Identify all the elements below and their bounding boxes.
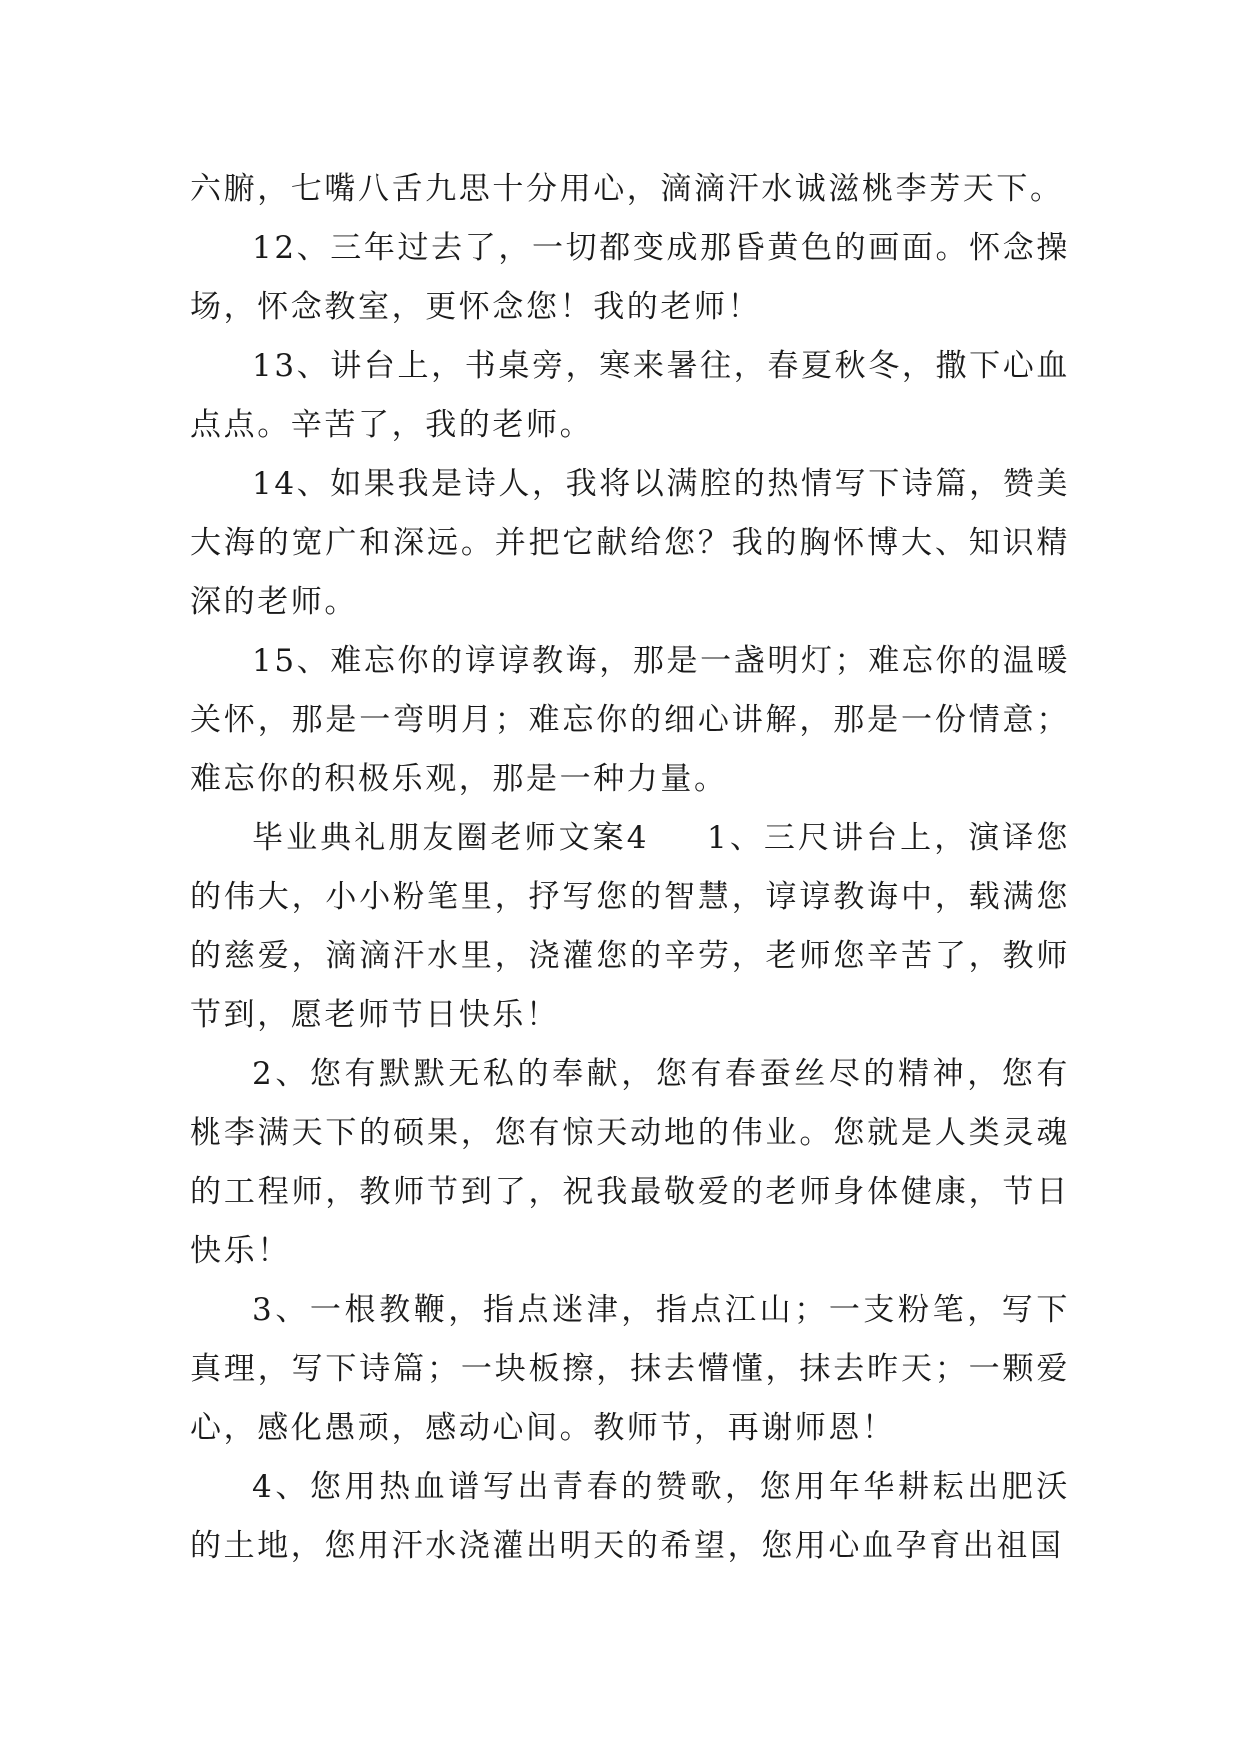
section-paragraph [190,809,1070,1045]
paragraph-item-14: 14、如果我是诗人，我将以满腔的热情写下诗篇，赞美大海的宽广和深远。并把它献给您？我的胸怀博大、知识精深的老师。 [190,466,1070,620]
document-body [190,160,1070,1576]
paragraph-item-12: 12、三年过去了，一切都变成那昏黄色的画面。怀念操场，怀念教室，更怀念您！我的老师！ [190,230,1070,325]
paragraph-continued: 六腑，七嘴八舌九思十分用心，滴滴汗水诚滋桃李芳天下。 [190,171,1064,207]
paragraph-item-13: 13、讲台上，书桌旁，寒来暑往，春夏秋冬，撒下心血点点。辛苦了，我的老师。 [190,348,1070,443]
paragraph-item-2: 2、您有默默无私的奉献，您有春蚕丝尽的精神，您有桃李满天下的硕果，您有惊天动地的伟业。您就是人类灵魂的工程师，教师节到了，祝我最敬爱的老师身体健康，节日快乐！ [190,1056,1070,1269]
paragraph-item-3: 3、一根教鞭，指点迷津，指点江山；一支粉笔，写下真理，写下诗篇；一块板擦，抹去懵懂，抹去昨天；一颗爱心，感化愚顽，感动心间。教师节，再谢师恩！ [190,1292,1070,1446]
paragraph-item-15: 15、难忘你的谆谆教诲，那是一盏明灯；难忘你的温暖关怀，那是一弯明月；难忘你的细心讲解，那是一份情意；难忘你的积极乐观，那是一种力量。 [190,643,1070,797]
section-item-1: 1、三尺讲台上，演译您的伟大，小小粉笔里，抒写您的智慧，谆谆教诲中，载满您的慈爱，滴滴汗水里，浇灌您的辛劳，老师您辛苦了，教师节到，愿老师节日快乐！ [190,820,1070,1033]
section-heading: 毕业典礼朋友圈老师文案4 [252,820,650,856]
paragraph-item-4: 4、您用热血谱写出青春的赞歌，您用年华耕耘出肥沃的土地，您用汗水浇灌出明天的希望，您用心血孕育出祖国 [190,1469,1070,1564]
